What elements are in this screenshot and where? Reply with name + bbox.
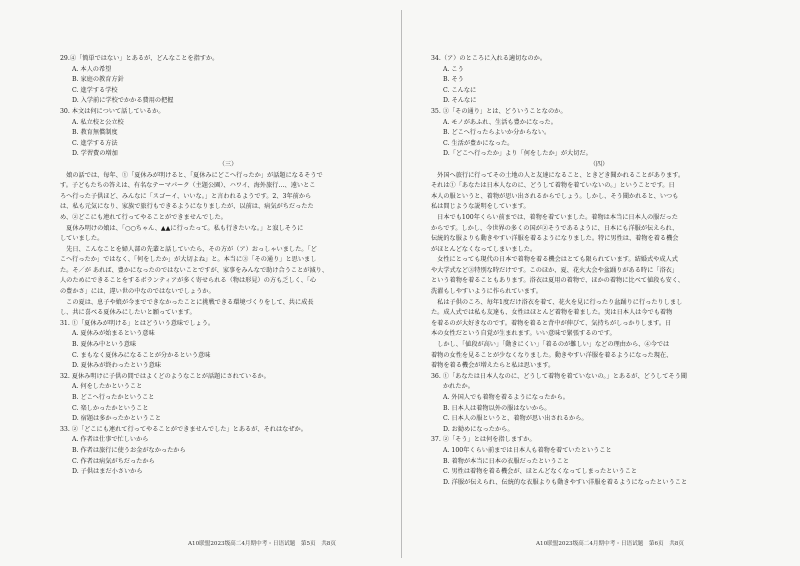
passage-line: という着物を着ることもあります。浴衣は夏用の着物で、ほかの着物に比べて値段も安く、 [431, 277, 684, 285]
answer-option: A. モノがあふれ、生活も豊かになった。 [443, 118, 557, 126]
passage-line: からです。しかし、今世界の多くの国が②そうであるように、日本にも洋服が伝えられ、 [431, 224, 679, 232]
answer-option: D. 夏休みが終わったという意味 [72, 362, 162, 370]
passage-line: していました。 [60, 235, 104, 243]
passage-line: を着るのが大好きなのです。着物を着ると背中が伸びて、気持ちがしっかりします。日 [431, 319, 672, 327]
passage-line: 娘の話では、毎年、①「夏休みが明けると、「夏休みにどこへ行ったか」が話題になるそうで [60, 171, 323, 179]
question-stem: 35. ③「その通り」とは、どういうことなのか。 [431, 107, 567, 115]
answer-option: B. 着物が本当に日本の衣服だったということ [443, 457, 570, 465]
passage-line: この夏は、息子や娘が今までできなかったことに挑戦できる環境づくりをして、共に成長 [60, 298, 314, 306]
passage-line: や大学式など③特別な時だけです。このほか、夏、花火大会や盆踊りがある時に「浴衣」 [431, 266, 679, 274]
answer-option: B. そう [443, 76, 464, 84]
answer-option: C. 作者は病気がちだったから [72, 457, 155, 465]
passage-line: 外国へ旅行に行ってその土地の人と友達になること、ときどき聞かれることがあります。 [431, 171, 685, 179]
passage-line: こへ行ったか」ではなく、「何をしたか」が大切よね」と。本当に③「その通り」と思いまし [60, 256, 317, 264]
answer-option: D. お勧めになったから。 [443, 425, 514, 433]
answer-option: A. 何をしたかということ [72, 383, 143, 391]
answer-option: D. 洋服が伝えられ、伝統的な衣服よりも動きやすい洋服を着るようになったということ [443, 478, 688, 486]
question-stem: 31. ①「夏休みが明ける」とはどういう意味でしょう。 [60, 319, 215, 327]
passage-line: 女性にとっても現代の日本で着物を着る機会はとても限られています。結婚式や成人式 [431, 256, 678, 264]
passage-line: す。子どもたちの答えは、有名なテーマパーク（主題公園）、ハワイ、海外旅行…、遠いとこ [60, 182, 316, 190]
passage-line: め、②どこにも連れて行ってやることができませんでした。 [60, 213, 227, 221]
passage-line: 私は間じような説明をしています。 [431, 203, 530, 211]
answer-option: C. 楽しかったかということ [72, 404, 149, 412]
section-heading: （三） [218, 160, 238, 168]
answer-option: B. 家庭の教育方針 [72, 76, 124, 84]
passage-line: ろへ行った子供ほど、みんなに「スゴーイ、いいな。」と言われるようです。2、3年前から [60, 192, 312, 200]
passage-line: 先日、こんなことを婦人部の先輩と話していたら、その方が（ア）おっしゃいました。「ど [60, 245, 317, 253]
right-page-footer: A10联盟2023级高二4月期中考・日语试题 第6页 共8页 [536, 541, 684, 547]
answer-option: C. 進学する方法 [72, 139, 118, 147]
question-stem: 34.（ア）のところに入れる適切なのか。 [431, 55, 547, 62]
answer-option: C. まもなく夏休みになることが分かるという意味 [72, 351, 211, 359]
answer-option: D. 子供はまだ小さいから [72, 468, 143, 476]
passage-line: 着物の女性を見ることが少なくなりました。動きやすい洋服を着るようになった現在、 [431, 351, 673, 359]
answer-option: A. 外国人でも着物を着るようになったから。 [443, 394, 569, 401]
passage-line: 伝統的な服よりも動きやすい洋服を着るようになりました。特に男性は、着物を着る機会 [431, 235, 679, 243]
answer-option: D. そんなに [443, 97, 477, 105]
answer-option: B. どこへ行ったかということ [72, 394, 155, 401]
page-divider [401, 10, 402, 558]
question-stem: 36. ①「あなたは日本人なのに、どうして着物を着ていないの。」とあるが、どうしてそう聞 [431, 372, 687, 380]
question-stem: 29.④「簡単ではない」とあるが、どんなことを指すか。 [60, 55, 219, 62]
passage-line: 着物を着る機会が増えたらと私は思います。 [431, 362, 555, 370]
answer-option: C. 日本人の服というと、着物が思い出されるから。 [443, 415, 588, 423]
answer-option: D. 学習費の増加 [72, 150, 118, 158]
answer-option: B. どこへ行ったらよいか分からない。 [443, 129, 551, 137]
answer-option: D. 入学前に学校でかかる費用の把握 [72, 97, 174, 105]
question-stem: 32. 夏休み明けに子供の間ではよくどのようなことが話題にされているか。 [60, 372, 270, 380]
answer-option: A. 100年くらい前までは日本人も着物を着ていたということ [443, 446, 612, 454]
section-heading: （四） [589, 160, 609, 168]
answer-option: D.「どこへ行ったか」より「何をしたか」が大切だ。 [443, 150, 592, 158]
passage-line: それは①「あなたは日本人なのに、どうして着物を着ていないの。」ということです。日 [431, 182, 675, 190]
passage-line: 日本でも100年くらい前までは、着物を着ていました。着物は本当に日本人の服だった [431, 213, 678, 221]
answer-option: B. 作者は旅行に使うお金がなかったから [72, 446, 186, 454]
answer-option: かれたか。 [443, 383, 474, 391]
answer-option: A. 本人の希望 [72, 65, 112, 73]
passage-line: 本人の服というと、着物が思い出されるからでしょう。しかし、そう聞かれると、いつも [431, 192, 679, 200]
answer-option: C. こんなに [443, 86, 477, 94]
passage-line: は、私も元気になり、家族で旅行もできるようになりましたが、以前は、病気がちだったた [60, 203, 314, 211]
passage-line: 洗濯もしやすいように作られています。 [431, 288, 542, 296]
left-page [60, 54, 396, 478]
passage-line: 夏休み明けの娘は、「○○ちゃん、▲▲に行ったって。私も行きたいな。」と寂しそうに [60, 224, 304, 232]
answer-option: B. 教育無償制度 [72, 129, 118, 137]
question-stem: 33. ②「どこにも連れて行ってやることができませんでした」とあるが、それはなぜか。 [60, 425, 307, 433]
answer-option: A. 作者は仕事で忙しいから [72, 436, 149, 444]
left-page-footer: A10联盟2023级高二4月期中考・日语试题 第5页 共8页 [188, 541, 336, 547]
answer-option: B. 日本人は着物以外の服はないから。 [443, 404, 551, 412]
passage-line: がほとんどなくなってしまいました。 [431, 245, 537, 253]
answer-option: D. 宿題は多かったかということ [72, 415, 162, 423]
passage-line: た。そ／が あれば、豊かになったのではないことですが、家事をみんなで助け合うことが減り、 [60, 266, 329, 274]
answer-option: C. 男性は着物を着る機会が、ほとんどなくなってしまったということ [443, 468, 638, 476]
passage-line: しかし、「値段が高い」「動きにくい」「着るのが難しい」などの理由から、④今では [431, 341, 670, 349]
answer-option: A. 私立校と公立校 [72, 118, 124, 126]
passage-line: の豊かさ」には、違い世の中なのではないでしょうか。 [60, 288, 215, 296]
passage-line: 本の女性だという自覚が生まれます。いい意味で緊張するのです。 [431, 330, 616, 338]
passage-line: 私は子供のころ、毎年1度だけ浴衣を着て、花火を見に行ったり盆踊りに行ったりしまし [431, 298, 683, 306]
answer-option: A. 夏休みが始まるという意味 [72, 330, 155, 338]
question-stem: 37. ②「そう」とは何を指しますか。 [431, 436, 536, 444]
answer-option: A. こう [443, 65, 464, 73]
passage-line: し、共に喜べる夏休みにしたいと願っています。 [60, 309, 196, 317]
passage-line: た。成人式では私も友達も、女性はほとんど着物を着ました。実は日本人は今でも着物 [431, 309, 673, 317]
passage-line: 人のためにできることをするボランティアが多く寄せられる（物は形見）の方も乏しく、「心 [60, 277, 317, 285]
answer-option: C. 生活が豊かになった。 [443, 139, 514, 147]
right-page [431, 54, 767, 488]
question-stem: 30. 本文は何について話しているか。 [60, 107, 165, 115]
answer-option: B. 夏休み中という意味 [72, 341, 137, 349]
answer-option: C. 進学する学校 [72, 86, 118, 94]
